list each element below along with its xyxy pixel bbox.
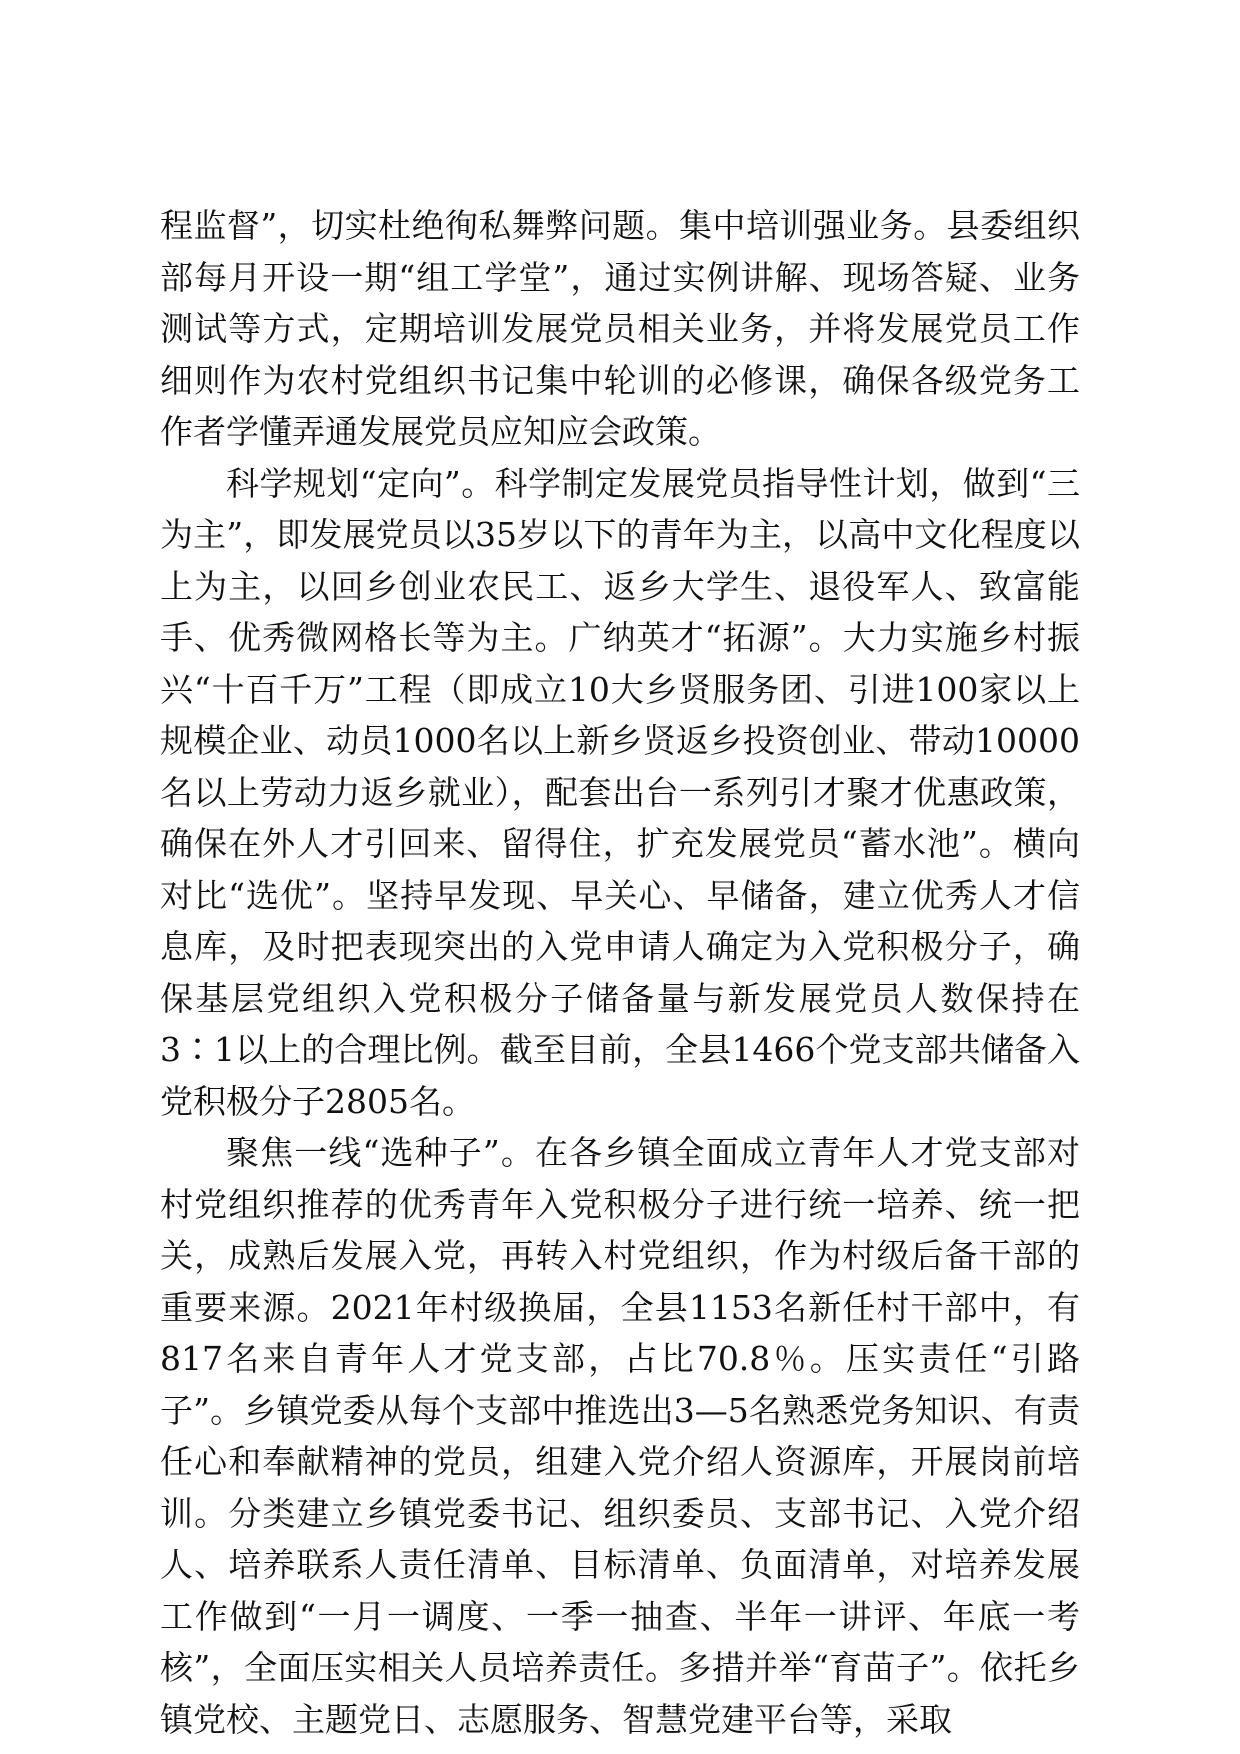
document-body bbox=[160, 200, 1080, 1745]
paragraph-planning: 科学规划“定向”。科学制定发展党员指导性计划，做到“三为主”，即发展党员以35岁以下的青年为主，以高中文化程度以上为主，以回乡创业农民工、返乡大学生、退役军人、致富能手、优秀微网格长等为主。广纳英才“拓源”。大力实施乡村振兴“十百千万”工程（即成立10大乡贤服务团、引进100家以上规模企业、动员1000名以上新乡贤返乡投资创业、带动10000名以上劳动力返乡就业），配套出台一系列引才聚才优惠政策，确保在外人才引回来、留得住，扩充发展党员“蓄水池”。横向对比“选优”。坚持早发现、早关心、早储备，建立优秀人才信息库，及时把表现突出的入党申请人确定为入党积极分子，确保基层党组织入党积极分子储备量与新发展党员人数保持在3∶1以上的合理比例。截至目前，全县1466个党支部共储备入党积极分子2805名。 bbox=[160, 463, 1080, 1121]
paragraph-continuation: 程监督”，切实杜绝徇私舞弊问题。集中培训强业务。县委组织部每月开设一期“组工学堂”，通过实例讲解、现场答疑、业务测试等方式，定期培训发展党员相关业务，并将发展党员工作细则作为农村党组织书记集中轮训的必修课，确保各级党务工作者学懂弄通发展党员应知应会政策。 bbox=[160, 206, 1080, 451]
paragraph-cultivation: 聚焦一线“选种子”。在各乡镇全面成立青年人才党支部对村党组织推荐的优秀青年入党积极分子进行统一培养、统一把关，成熟后发展入党，再转入村党组织，作为村级后备干部的重要来源。2021年村级换届，全县1153名新任村干部中，有817名来自青年人才党支部，占比70.8％。压实责任“引路子”。乡镇党委从每个支部中推选出3—5名熟悉党务知识、有责任心和奉献精神的党员，组建入党介绍人资源库，开展岗前培训。分类建立乡镇党委书记、组织委员、支部书记、入党介绍人、培养联系人责任清单、目标清单、负面清单，对培养发展工作做到“一月一调度、一季一抽查、半年一讲评、年底一考核”，全面压实相关人员培养责任。多措并举“育苗子”。依托乡镇党校、主题党日、志愿服务、智慧党建平台等，采取 bbox=[160, 1133, 1080, 1739]
